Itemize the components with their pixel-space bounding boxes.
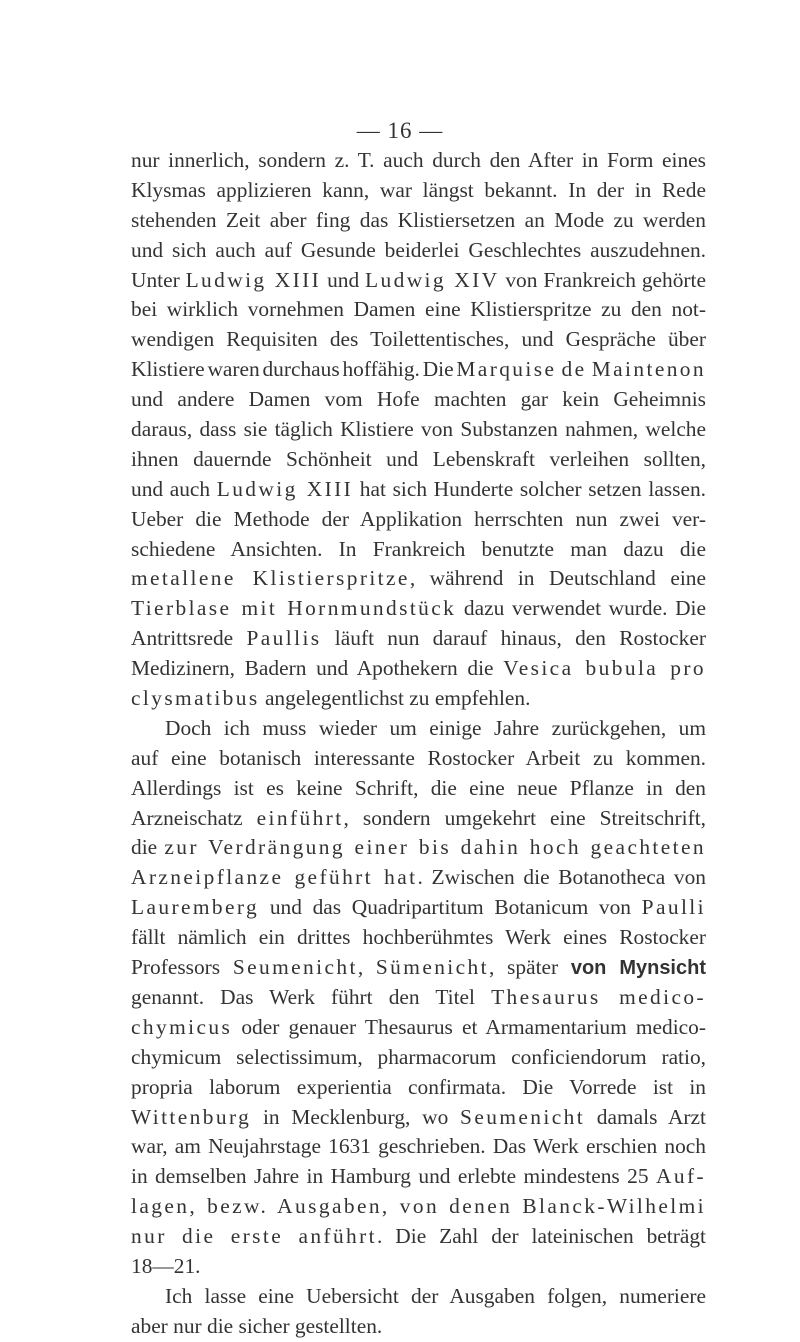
text-segment: Ludwig XIII xyxy=(185,267,322,292)
text-segment: daraus, dass sie täglich Klistiere von Substanzen nahmen, welche xyxy=(131,417,706,442)
text-segment: einführt xyxy=(256,805,344,830)
text-segment: war, am Neujahrstage 1631 geschrieben. Das Werk erschien noch xyxy=(131,1134,706,1159)
text-segment: zur Verdrängung einer bis dahin hoch geachteten xyxy=(164,835,706,860)
text-segment: die xyxy=(131,835,165,860)
text-segment: Antrittsrede xyxy=(131,626,247,651)
text-segment: Medizinern, Badern und Apothekern die xyxy=(131,656,504,681)
text-segment: , später xyxy=(489,955,571,980)
text-segment: . Zwischen die Botanotheca von xyxy=(417,865,707,890)
text-segment: Klistiere waren durchaus hoffähig. Die xyxy=(131,357,457,382)
text-segment: Ludwig XIV xyxy=(365,267,500,292)
body-text xyxy=(131,146,706,1342)
text-segment: Seumenicht xyxy=(460,1104,586,1129)
text-segment: oder genauer Thesaurus et Armamentarium medico- xyxy=(232,1014,706,1039)
text-line xyxy=(131,893,706,923)
text-line xyxy=(131,833,706,863)
text-segment: 18—21. xyxy=(131,1253,201,1278)
text-segment: und sich auch auf Gesunde beiderlei Geschlechtes auszudehnen. xyxy=(131,237,706,262)
text-segment: nur die erste anführt xyxy=(131,1224,378,1249)
text-line xyxy=(131,804,706,834)
text-line xyxy=(131,355,706,385)
text-line xyxy=(131,624,706,654)
text-segment: hat sich Hunderte solcher setzen lassen. xyxy=(353,476,706,501)
text-segment: lagen, bezw. Ausgaben, von denen Blanck-Wilhelmi xyxy=(131,1194,706,1219)
text-segment: in Mecklenburg, wo xyxy=(251,1104,461,1129)
text-segment: auf eine botanisch interessante Rostocker Arbeit zu kommen. xyxy=(131,745,706,770)
text-line xyxy=(131,1043,706,1073)
text-segment: damals Arzt xyxy=(585,1104,706,1129)
text-segment: und das Quadripartitum Botanicum von xyxy=(259,895,642,920)
text-segment: in demselben Jahre in Hamburg und erlebte mindestens 25 xyxy=(131,1164,656,1189)
text-segment: Lauremberg xyxy=(131,895,260,920)
text-segment: Unter xyxy=(131,267,186,292)
text-line xyxy=(131,774,706,804)
text-segment: schiedene Ansichten. In Frankreich benutzte man dazu die xyxy=(131,536,706,561)
text-segment: , sondern umgekehrt eine Streitschrift, xyxy=(343,805,706,830)
text-line xyxy=(131,535,706,565)
text-segment: Ueber die Methode der Applikation herrschten nun zwei ver- xyxy=(131,506,706,531)
text-line xyxy=(131,146,706,176)
text-segment: chymicum selectissimum, pharmacorum conficiendorum ratio, xyxy=(131,1044,706,1069)
text-segment: Thesaurus medico- xyxy=(491,984,706,1009)
text-line xyxy=(131,266,706,296)
text-segment: und auch xyxy=(131,476,217,501)
text-line xyxy=(131,1282,706,1312)
text-line xyxy=(131,176,706,206)
page-number: — 16 — xyxy=(356,118,444,143)
text-line xyxy=(131,445,706,475)
text-segment: clysmatibus xyxy=(131,686,260,711)
text-line xyxy=(131,953,706,983)
text-segment: nur innerlich, sondern z. T. auch durch den After in Form eines xyxy=(131,148,706,172)
text-segment: Allerdings ist es keine Schrift, die eine neue Pflanze in den xyxy=(131,775,706,800)
text-segment: propria laborum experientia confirmata. Die Vorrede ist in xyxy=(131,1074,706,1099)
text-segment: Vesica bubula pro xyxy=(503,656,706,681)
text-line xyxy=(131,714,706,744)
text-segment: Doch ich muss wieder um einige Jahre zurückgehen, um xyxy=(165,715,706,740)
text-segment: Professors xyxy=(131,955,233,980)
text-segment: Sümenicht xyxy=(375,955,489,980)
text-segment: metallene Klistierspritze xyxy=(131,566,410,591)
text-segment: angelegentlichst zu empfehlen. xyxy=(259,686,531,711)
text-segment: dazu verwendet wurde. Die xyxy=(456,596,706,621)
text-line xyxy=(131,1073,706,1103)
text-segment: fällt nämlich ein drittes hochberühmtes Werk eines Rostocker xyxy=(131,925,706,950)
text-segment: genannt. Das Werk führt den Titel xyxy=(131,984,492,1009)
text-segment: Marquise de Maintenon xyxy=(456,357,706,382)
text-line xyxy=(131,206,706,236)
text-segment: Arzneischatz xyxy=(131,805,257,830)
text-segment: Arzneipflanze geführt hat xyxy=(131,865,418,890)
text-line xyxy=(131,923,706,953)
text-segment: chymicus xyxy=(131,1014,233,1039)
text-line xyxy=(131,295,706,325)
text-line xyxy=(131,1252,706,1282)
text-line xyxy=(131,1162,706,1192)
text-line xyxy=(131,1192,706,1222)
text-segment: von Frankreich gehörte xyxy=(499,267,706,292)
text-line xyxy=(131,684,706,714)
text-segment: aber nur die sicher gestellten. xyxy=(131,1313,383,1338)
text-segment: Auf- xyxy=(656,1164,706,1189)
text-line xyxy=(131,564,706,594)
text-segment: Ludwig XIII xyxy=(216,476,354,501)
text-segment: und xyxy=(321,267,366,292)
text-segment: wendigen Requisiten des Toilettentisches, und Gespräche über xyxy=(131,327,706,352)
text-line xyxy=(131,983,706,1013)
text-segment: läuft nun darauf hinaus, den Rostocker xyxy=(321,626,706,651)
text-line xyxy=(131,863,706,893)
text-segment: Ich lasse eine Uebersicht der Ausgaben folgen, numeriere xyxy=(165,1283,706,1308)
text-line xyxy=(131,594,706,624)
text-line xyxy=(131,505,706,535)
text-segment: Klysmas applizieren kann, war längst bekannt. In der in Rede xyxy=(131,177,706,202)
text-line xyxy=(131,325,706,355)
text-segment: Seumenicht xyxy=(232,955,358,980)
text-segment: ihnen dauernde Schönheit und Lebenskraft verleihen sollten, xyxy=(131,446,706,471)
text-segment: Tierblase mit Hornmundstück xyxy=(131,596,457,621)
text-line xyxy=(131,415,706,445)
text-line xyxy=(131,1103,706,1133)
text-segment: Paulli xyxy=(641,895,706,920)
text-segment: stehenden Zeit aber fing das Klistiersetzen an Mode zu werden xyxy=(131,207,706,232)
text-line xyxy=(131,744,706,774)
text-line xyxy=(131,475,706,505)
text-segment: . Die Zahl der lateinischen beträgt xyxy=(377,1224,706,1249)
text-segment: , xyxy=(357,955,376,980)
text-line xyxy=(131,236,706,266)
text-line xyxy=(131,1312,706,1342)
text-line xyxy=(131,1132,706,1162)
text-segment: Wittenburg xyxy=(131,1104,252,1129)
text-segment: von Mynsicht xyxy=(570,957,706,980)
text-segment: Paullis xyxy=(246,626,322,651)
text-line xyxy=(131,385,706,415)
text-line xyxy=(131,654,706,684)
text-line xyxy=(131,1013,706,1043)
text-segment: und andere Damen vom Hofe machten gar kein Geheimnis xyxy=(131,387,706,412)
text-segment: , während in Deutschland eine xyxy=(409,566,706,591)
text-segment: bei wirklich vornehmen Damen eine Klistierspritze zu den not- xyxy=(131,297,706,322)
text-line xyxy=(131,1222,706,1252)
